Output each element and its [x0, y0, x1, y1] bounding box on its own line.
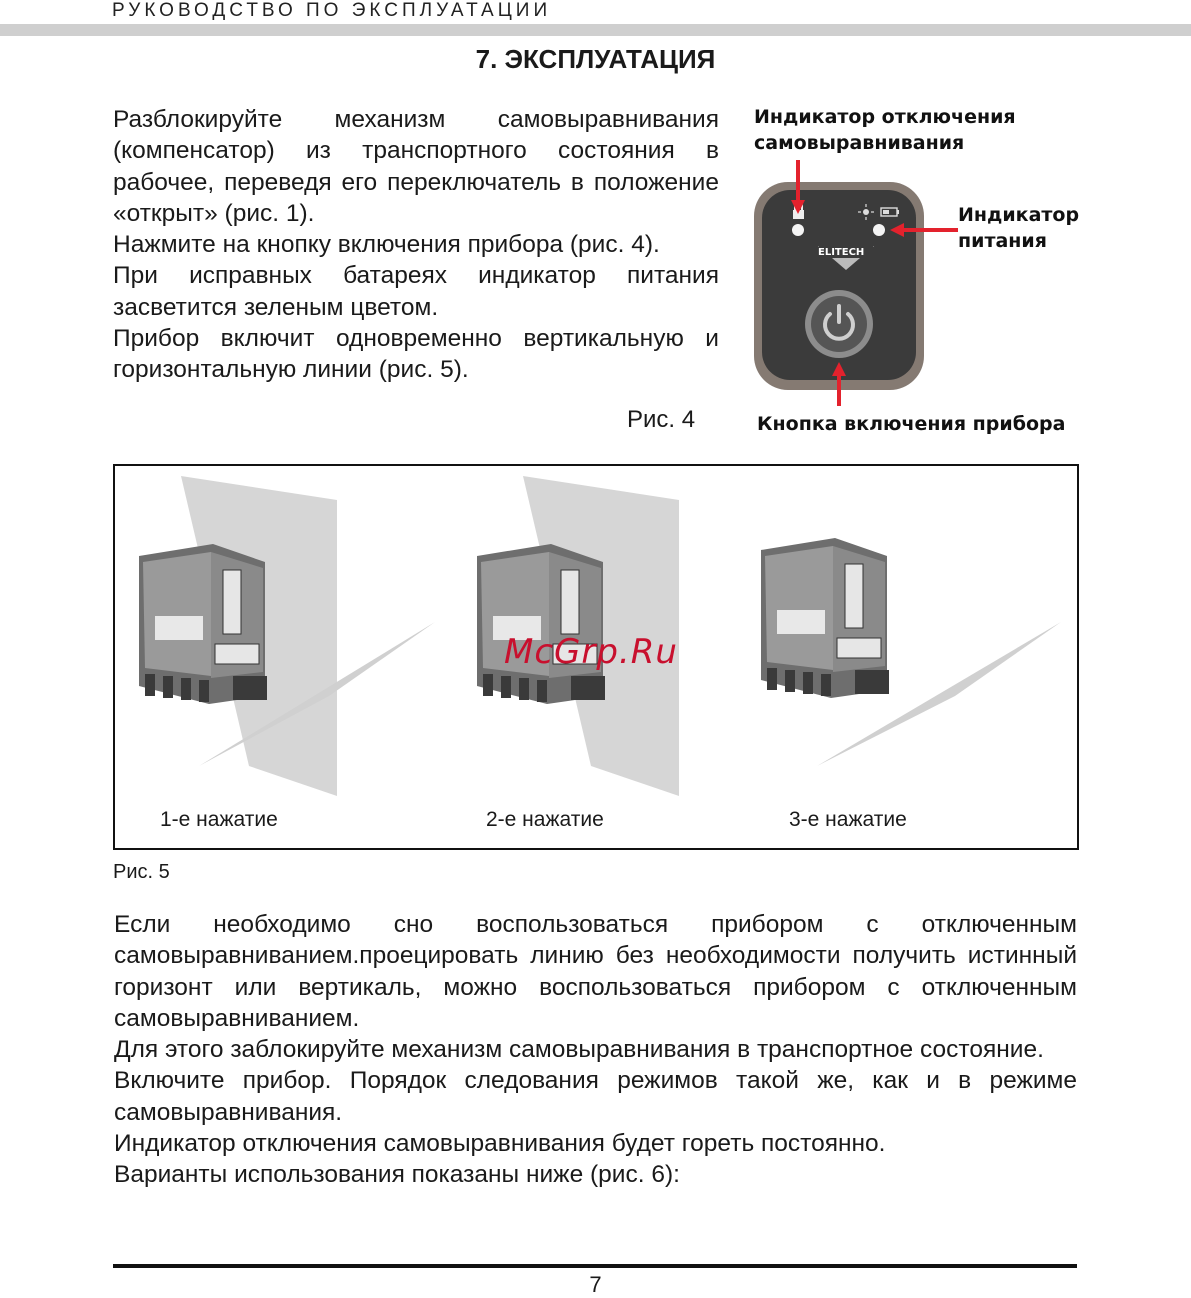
figure-5-caption: Рис. 5 — [113, 861, 170, 883]
intro-paragraph-4: Прибор включит одновременно вертикальную и горизонтальную линии (рис. 5). — [113, 325, 719, 384]
intro-text — [113, 104, 719, 386]
footer-rule — [113, 1264, 1077, 1268]
figure-4-caption: Рис. 4 — [627, 406, 696, 433]
laser-device-3 — [761, 538, 1061, 766]
section-title-text: 7. ЭКСПЛУАТАЦИЯ — [475, 44, 716, 74]
laser-device-1 — [139, 476, 435, 796]
watermark: McGrp.Ru — [504, 632, 678, 672]
press-1-label: 1-е нажатие — [160, 808, 278, 831]
body-paragraph-2: Для этого заблокируйте механизм самовыравнивания в транспортное состояние. — [114, 1036, 1044, 1064]
lock-indicator-led — [792, 224, 804, 236]
panel-logo-text: ELITECH — [818, 247, 865, 258]
body-paragraph-3: Включите прибор. Порядок следования режимов такой же, как и в режиме самовыравнивания. — [114, 1067, 1077, 1126]
power-indicator-label-line1: Индикатор — [958, 204, 1080, 226]
body-paragraph-1: Если необходимо сно воспользоваться прибором с отключенным самовыравниванием.проецировать линию без необходимости получить истинный горизонт или вертикаль, можно воспользоваться прибором с отключенным самовыравниванием. — [114, 911, 1077, 1032]
section-title — [0, 44, 1191, 75]
lock-indicator-label-line1: Индикатор отключения — [754, 106, 1016, 128]
lock-indicator-label-line2: самовыравнивания — [754, 132, 965, 154]
power-button-label: Кнопка включения прибора — [757, 413, 1066, 435]
page-number: 7 — [589, 1272, 602, 1297]
press-2-label: 2-е нажатие — [486, 808, 604, 831]
intro-paragraph-1: Разблокируйте механизм самовыравнивания (компенсатор) из транспортного состояния в рабочее, переведя его переключатель в положение «открыт» (рис. 1). — [113, 106, 719, 227]
intro-paragraph-3: При исправных батареях индикатор питания засветится зеленым цветом. — [113, 262, 719, 321]
header-rule — [0, 24, 1191, 36]
body-text — [114, 909, 1077, 1191]
power-indicator-label-line2: питания — [958, 230, 1047, 252]
intro-paragraph-2: Нажмите на кнопку включения прибора (рис. 4). — [113, 231, 660, 259]
power-indicator-led — [873, 224, 885, 236]
control-panel-illustration — [740, 150, 990, 410]
body-paragraph-4: Индикатор отключения самовыравнивания будет гореть постоянно. — [114, 1130, 886, 1158]
press-3-label: 3-е нажатие — [789, 808, 907, 831]
running-header: РУКОВОДСТВО ПО ЭКСПЛУАТАЦИИ — [112, 0, 552, 21]
body-paragraph-5: Варианты использования показаны ниже (рис. 6): — [114, 1161, 680, 1189]
